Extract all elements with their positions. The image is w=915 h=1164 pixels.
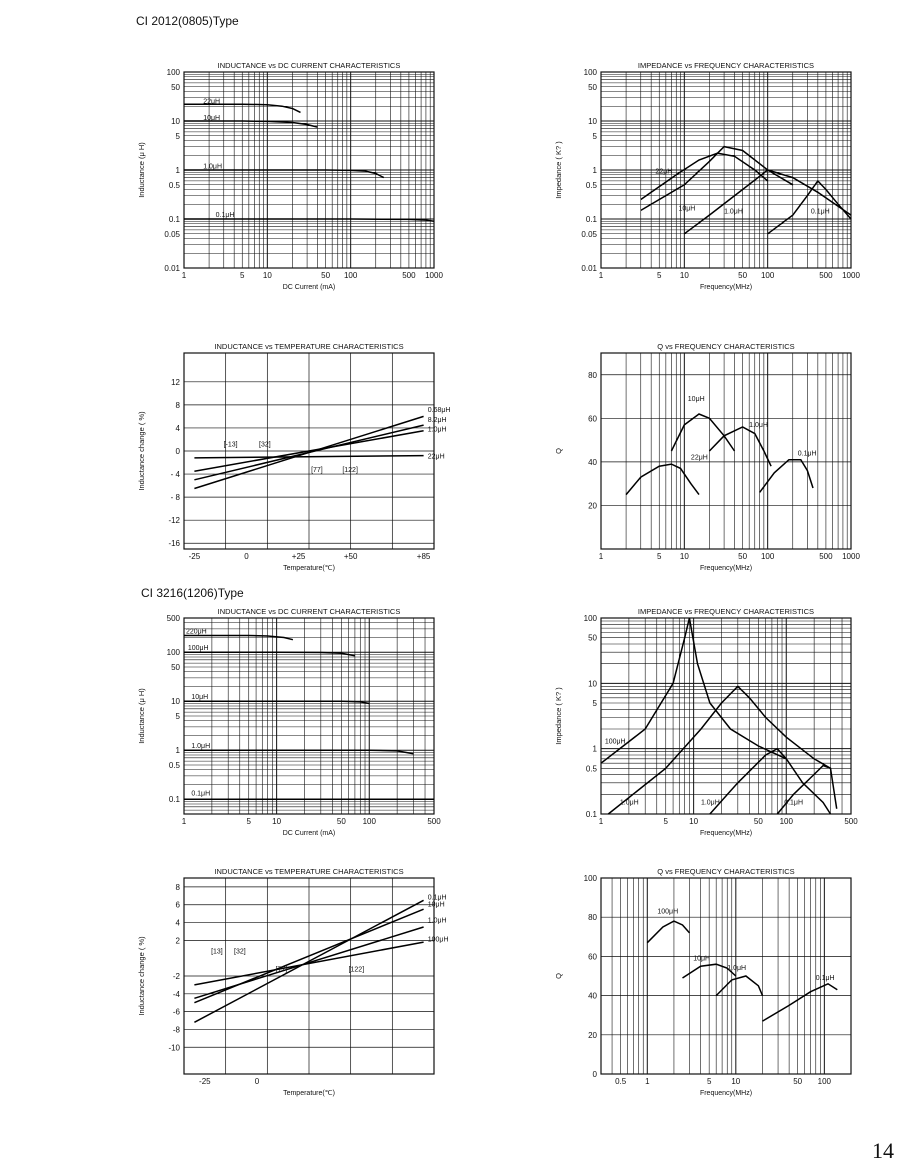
x-tick-label: 500 xyxy=(819,271,833,280)
x-tick-label: 0 xyxy=(254,1077,260,1086)
y-tick-label: 20 xyxy=(588,1030,597,1040)
y-tick-label: -4 xyxy=(172,989,180,999)
y-axis-label: Impedance ( K? ) xyxy=(554,141,563,199)
chart-title: INDUCTANCE vs DC CURRENT CHARACTERISTICS xyxy=(217,61,401,70)
curve-label: 0.68μH xyxy=(427,406,451,414)
y-tick-label: 0.05 xyxy=(581,229,597,239)
x-tick-label: +85 xyxy=(416,552,431,561)
x-tick-label: 100 xyxy=(817,1077,832,1086)
curve-label: 10μH xyxy=(191,694,209,702)
y-tick-label: 100 xyxy=(583,874,597,883)
curve-label: 1.0μH xyxy=(427,426,447,434)
x-tick-label: +25 xyxy=(291,552,306,561)
x-tick-label: 5 xyxy=(657,552,662,561)
y-tick-label: 100 xyxy=(166,648,180,658)
curve-label: 22μH xyxy=(203,98,221,106)
x-tick-label: 50 xyxy=(793,1077,803,1086)
x-axis-label: DC Current (mA) xyxy=(282,830,336,837)
y-tick-label: 4 xyxy=(175,918,180,928)
y-axis-label: Inductance (μ H) xyxy=(137,688,146,744)
section-title-2012: CI 2012(0805)Type xyxy=(136,14,239,28)
y-tick-label: 80 xyxy=(588,370,597,380)
chart-inductance-vs-dc-current-3216 xyxy=(128,602,488,842)
curve-label: 1.0μH xyxy=(724,208,743,216)
y-tick-label: 500 xyxy=(166,614,180,623)
y-tick-label: 10 xyxy=(588,679,597,689)
y-tick-label: 0 xyxy=(175,447,180,456)
y-tick-label: 0.1 xyxy=(585,810,597,819)
x-axis-label: Frequency(MHz) xyxy=(699,1090,753,1097)
y-axis-label: Inductance (μ H) xyxy=(137,142,146,198)
series-line xyxy=(671,414,734,451)
chart-impedance-vs-frequency-2012 xyxy=(545,56,905,296)
x-tick-label: 5 xyxy=(240,271,245,280)
chart-title: Q vs FREQUENCY CHARACTERISTICS xyxy=(657,867,795,876)
y-tick-label: -8 xyxy=(172,1025,180,1035)
curve-label: 22μH xyxy=(427,453,445,461)
curve-label: [32] xyxy=(259,441,271,449)
y-tick-label: 5 xyxy=(592,131,597,141)
y-axis-label: Q xyxy=(554,448,563,454)
y-tick-label: 2 xyxy=(175,936,180,946)
series-line xyxy=(763,984,838,1021)
x-tick-label: 50 xyxy=(738,271,748,280)
x-tick-label: 50 xyxy=(753,817,763,826)
y-tick-label: 0.5 xyxy=(585,180,597,190)
x-tick-label: 1000 xyxy=(842,552,860,561)
y-tick-label: 10 xyxy=(171,697,180,707)
x-axis-label: Frequency(MHz) xyxy=(699,565,753,572)
y-tick-label: 1 xyxy=(592,744,597,754)
y-tick-label: 1 xyxy=(175,166,180,175)
x-tick-label: 500 xyxy=(402,271,416,280)
x-tick-label: 1 xyxy=(181,817,187,826)
x-tick-label: 10 xyxy=(731,1077,741,1086)
curve-label: 0.1μH xyxy=(784,799,804,807)
curve-label: 0.1μH xyxy=(810,208,830,216)
x-axis-label: Temperature(℃) xyxy=(283,565,335,572)
x-tick-label: 10 xyxy=(679,552,689,561)
series-line xyxy=(608,686,830,814)
chart-q-vs-frequency-2012 xyxy=(545,337,905,577)
x-tick-label: 100 xyxy=(343,271,358,280)
y-tick-label: 50 xyxy=(171,663,180,672)
x-tick-label: 100 xyxy=(362,817,376,826)
x-tick-label: 0 xyxy=(244,552,249,561)
chart-inductance-vs-temperature-2012 xyxy=(128,337,488,577)
y-axis-label: Q xyxy=(554,973,563,979)
x-tick-label: +50 xyxy=(343,552,358,561)
curve-label: 0.1μH xyxy=(815,974,835,982)
chart-title: Q vs FREQUENCY CHARACTERISTICS xyxy=(657,342,795,351)
y-tick-label: 40 xyxy=(588,457,597,467)
curve-label: 0.1μH xyxy=(797,450,817,458)
x-tick-label: 50 xyxy=(336,817,346,826)
y-tick-label: 50 xyxy=(588,82,597,92)
x-axis-label: Temperature(℃) xyxy=(283,1090,335,1097)
y-tick-label: 10 xyxy=(588,117,597,126)
y-axis-label: Impedance ( K? ) xyxy=(554,687,563,745)
y-tick-label: - 8 xyxy=(170,493,180,503)
series-line xyxy=(184,750,414,754)
curve-label: 0.1μH xyxy=(215,211,235,219)
curve-label: 1.0μH xyxy=(191,743,211,751)
curve-label: 100μH xyxy=(657,908,679,916)
curve-label: 1.0μH xyxy=(749,422,769,430)
x-tick-label: 1 xyxy=(598,817,604,826)
series-line xyxy=(641,147,793,211)
x-tick-label: 1000 xyxy=(842,271,860,280)
series-line xyxy=(709,427,771,466)
y-tick-label: 0.01 xyxy=(164,264,180,273)
curve-label: 22μH xyxy=(690,454,708,462)
y-tick-label: 80 xyxy=(588,913,597,923)
y-tick-label: -6 xyxy=(172,1007,180,1017)
page-number: 14 xyxy=(872,1138,894,1163)
y-tick-label: 50 xyxy=(588,633,597,643)
chart-title: IMPEDANCE vs FREQUENCY CHARACTERISTICS xyxy=(637,607,815,616)
series-line xyxy=(716,976,762,996)
x-tick-label: 500 xyxy=(844,817,858,826)
x-axis-label: Frequency(MHz) xyxy=(699,284,753,291)
x-tick-label: 1 xyxy=(645,1077,650,1086)
x-tick-label: 10 xyxy=(262,271,272,280)
curve-label: 1.0μH xyxy=(619,799,639,807)
curve-label: 100μH xyxy=(427,936,449,944)
series-line xyxy=(184,170,384,178)
y-tick-label: 0.01 xyxy=(581,264,597,273)
y-tick-label: 1 xyxy=(592,166,597,175)
curve-label: 1.0μH xyxy=(427,917,447,925)
y-tick-label: 5 xyxy=(175,131,180,141)
y-tick-label: 0.05 xyxy=(164,229,180,239)
x-tick-label: 10 xyxy=(272,817,282,826)
x-axis-label: Frequency(MHz) xyxy=(699,830,753,837)
x-tick-label: 100 xyxy=(760,271,775,280)
section-title-3216: CI 3216(1206)Type xyxy=(141,586,244,600)
x-tick-label: -25 xyxy=(199,1077,211,1086)
y-axis-label: Inductance change ( %) xyxy=(137,936,146,1016)
chart-inductance-vs-dc-current-2012 xyxy=(128,56,488,296)
y-tick-label: 0.5 xyxy=(585,764,597,774)
x-tick-label: 0.5 xyxy=(615,1077,627,1086)
y-tick-label: -10 xyxy=(168,1043,180,1053)
y-tick-label: -12 xyxy=(168,516,180,526)
x-tick-label: 50 xyxy=(321,271,331,280)
chart-title: INDUCTANCE vs TEMPERATURE CHARACTERISTICS xyxy=(214,867,404,876)
curve-label: 8.2μH xyxy=(427,417,447,425)
curve-label: 0.1μH xyxy=(191,790,211,798)
curve-label: 1.0μH xyxy=(700,799,720,807)
x-tick-label: 10 xyxy=(679,271,689,280)
y-tick-label: 60 xyxy=(588,414,597,424)
curve-label: 10μH xyxy=(427,901,445,909)
y-axis-label: Inductance change ( %) xyxy=(137,411,146,491)
y-tick-label: 0.5 xyxy=(168,180,180,190)
chart-impedance-vs-frequency-3216 xyxy=(545,602,905,842)
y-tick-label: 8 xyxy=(175,400,180,410)
chart-inductance-vs-temperature-3216 xyxy=(128,862,488,1102)
curve-label: 100μH xyxy=(604,738,626,746)
y-tick-label: 0 xyxy=(592,1070,597,1079)
curve-label: [13] xyxy=(211,948,223,956)
x-tick-label: 100 xyxy=(779,817,793,826)
curve-label: 1.0μH xyxy=(727,965,747,973)
y-tick-label: 6 xyxy=(175,900,180,910)
y-tick-label: 4 xyxy=(175,423,180,433)
series-line xyxy=(184,652,355,656)
x-tick-label: 500 xyxy=(819,552,833,561)
curve-label: 10μH xyxy=(678,205,696,213)
curve-label: 0.1μH xyxy=(427,894,447,902)
y-tick-label: 12 xyxy=(171,377,180,387)
y-tick-label: 100 xyxy=(583,614,597,623)
y-tick-label: 0.5 xyxy=(168,761,180,770)
chart-title: INDUCTANCE vs DC CURRENT CHARACTERISTICS xyxy=(217,607,401,616)
series-line xyxy=(626,464,699,495)
chart-title: IMPEDANCE vs FREQUENCY CHARACTERISTICS xyxy=(637,61,815,70)
curve-label: 1.0μH xyxy=(203,163,223,171)
x-tick-label: 5 xyxy=(706,1077,712,1086)
chart-title: INDUCTANCE vs TEMPERATURE CHARACTERISTICS xyxy=(214,342,404,351)
y-tick-label: 40 xyxy=(588,991,597,1001)
series-line xyxy=(647,921,689,943)
y-tick-label: 60 xyxy=(588,952,597,962)
y-tick-label: - 4 xyxy=(170,470,180,480)
y-tick-label: -2 xyxy=(172,972,180,981)
curve-label: [122] xyxy=(348,966,365,974)
x-tick-label: 1 xyxy=(598,552,604,561)
y-tick-label: 0.1 xyxy=(168,215,180,224)
x-tick-label: 100 xyxy=(760,552,775,561)
y-tick-label: 1 xyxy=(175,746,180,756)
y-tick-label: 5 xyxy=(175,712,180,721)
y-tick-label: 8 xyxy=(175,882,180,892)
x-tick-label: 5 xyxy=(663,817,668,826)
y-tick-label: 100 xyxy=(166,68,180,77)
y-tick-label: -16 xyxy=(168,539,180,549)
curve-label: 10μH xyxy=(693,955,711,963)
y-tick-label: 10 xyxy=(171,117,180,126)
curve-label: 220μH xyxy=(185,628,207,636)
curve-label: 10μH xyxy=(687,395,705,403)
curve-label: 100μH xyxy=(187,645,209,653)
y-tick-label: 20 xyxy=(588,501,597,511)
curve-label: [32] xyxy=(234,948,246,956)
x-axis-label: DC Current (mA) xyxy=(282,284,336,291)
y-tick-label: 100 xyxy=(583,68,597,77)
x-tick-label: -25 xyxy=(188,552,201,561)
series-line xyxy=(184,219,434,221)
x-tick-label: 500 xyxy=(427,817,441,826)
y-tick-label: 5 xyxy=(592,699,597,709)
curve-label: [-13] xyxy=(223,441,238,449)
y-tick-label: 50 xyxy=(171,82,180,92)
curve-label: [77] xyxy=(275,966,288,974)
x-tick-label: 5 xyxy=(657,271,662,280)
curve-label: [122] xyxy=(342,466,358,474)
x-tick-label: 1000 xyxy=(425,271,443,280)
y-tick-label: 0.1 xyxy=(585,215,597,224)
x-tick-label: 50 xyxy=(738,552,748,561)
x-tick-label: 10 xyxy=(689,817,699,826)
y-tick-label: 0.1 xyxy=(168,795,180,805)
x-tick-label: 1 xyxy=(181,271,187,280)
curve-label: 22μH xyxy=(655,168,673,176)
x-tick-label: 5 xyxy=(246,817,251,826)
series-line xyxy=(641,153,768,199)
chart-q-vs-frequency-3216 xyxy=(545,862,905,1102)
x-tick-label: 1 xyxy=(598,271,604,280)
curve-label: [77] xyxy=(311,466,323,474)
plot-frame xyxy=(601,618,851,814)
curve-label: 10μH xyxy=(203,114,221,122)
